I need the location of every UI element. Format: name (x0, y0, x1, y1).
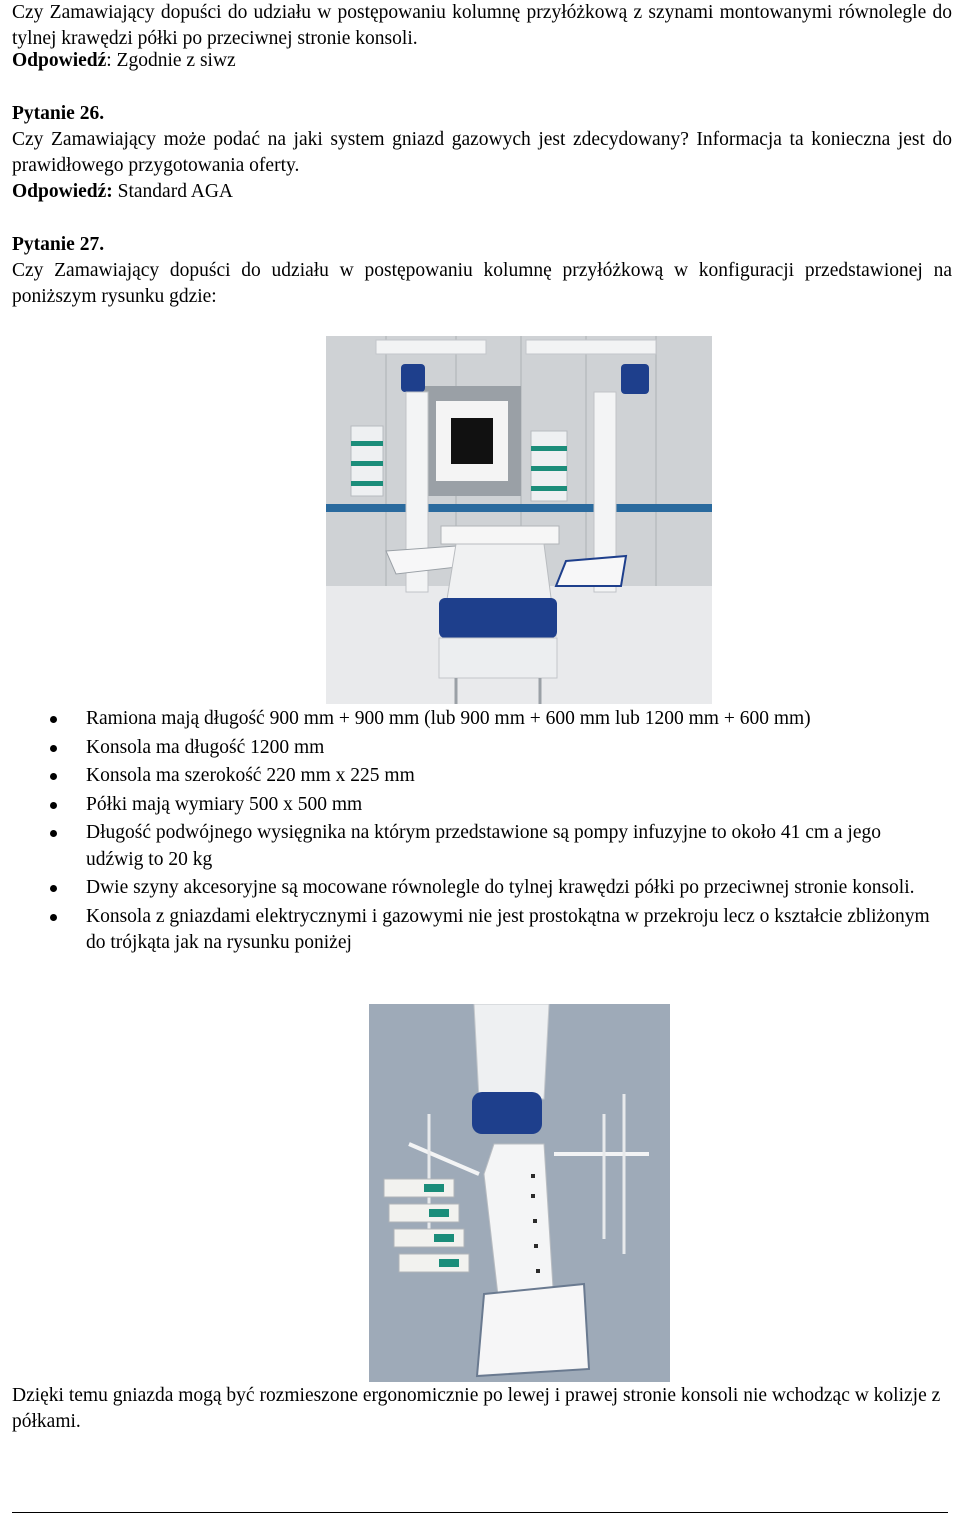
bullet-icon (50, 802, 57, 809)
question-26-title: Pytanie 26. (12, 103, 105, 124)
question-26-text: Czy Zamawiający może podać na jaki system gniazd gazowych jest zdecydowany? Informacja ta konieczna jest do prawidłowego przygotowania oferty. (12, 129, 952, 176)
list-item-text: Długość podwójnego wysięgnika na którym przedstawione są pompy infuzyjne to około 41 cm a jego udźwig to 20 kg (86, 822, 882, 870)
list-item (50, 904, 930, 957)
bullet-icon (50, 716, 57, 723)
list-item (50, 820, 930, 873)
answer-label: Odpowiedź (12, 50, 107, 71)
bullet-icon (50, 885, 57, 892)
list-item (50, 763, 930, 790)
answer-label: Odpowiedź: (12, 181, 113, 202)
answer-25 (12, 48, 952, 74)
figure-console-cross-section (369, 1004, 670, 1382)
question-27-text: Czy Zamawiający dopuści do udziału w postępowaniu kolumnę przyłóżkową w konfiguracji przedstawionej na poniższym rysunku gdzie: (12, 260, 952, 307)
list-item-text: Konsola ma szerokość 220 mm x 225 mm (86, 765, 415, 786)
paragraph-column-rails (12, 0, 952, 52)
bullet-icon (50, 830, 57, 837)
closing-paragraph: Dzięki temu gniazda mogą być rozmieszone ergonomicznie po lewej i prawej stronie konsoli nie wchodząc w kolizje z półkami. (12, 1385, 941, 1432)
figure-bedside-columns (326, 336, 712, 704)
list-item-text: Ramiona mają długość 900 mm + 900 mm (lub 900 mm + 600 mm lub 1200 mm + 600 mm) (86, 708, 811, 729)
list-item (50, 792, 930, 819)
page-divider (12, 1512, 948, 1513)
answer-26 (12, 179, 952, 205)
bullet-icon (50, 773, 57, 780)
question-27-title: Pytanie 27. (12, 234, 105, 255)
list-item-text: Półki mają wymiary 500 x 500 mm (86, 793, 363, 815)
list-item (50, 735, 930, 762)
list-item-text: Konsola z gniazdami elektrycznymi i gazowymi nie jest prostokątna w przekroju lecz o kształcie zbliżonym do trójkąta jak na rysunku poniżej (86, 905, 930, 953)
specification-list (50, 706, 930, 959)
bullet-icon (50, 914, 57, 921)
list-item-text: Dwie szyny akcesoryjne są mocowane równolegle do tylnej krawędzi półki po przeciwnej stronie konsoli. (86, 877, 915, 898)
bullet-icon (50, 745, 57, 752)
list-item (50, 706, 930, 733)
paragraph-text: Czy Zamawiający dopuści do udziału w postępowaniu kolumnę przyłóżkową z szynami montowanymi równolegle do tylnej krawędzi półki po przeciwnej stronie konsoli. (12, 2, 952, 49)
answer-text: Standard AGA (112, 181, 234, 202)
list-item (50, 875, 930, 902)
list-item-text: Konsola ma długość 1200 mm (86, 736, 325, 758)
answer-text: : Zgodnie z siwz (106, 50, 236, 71)
